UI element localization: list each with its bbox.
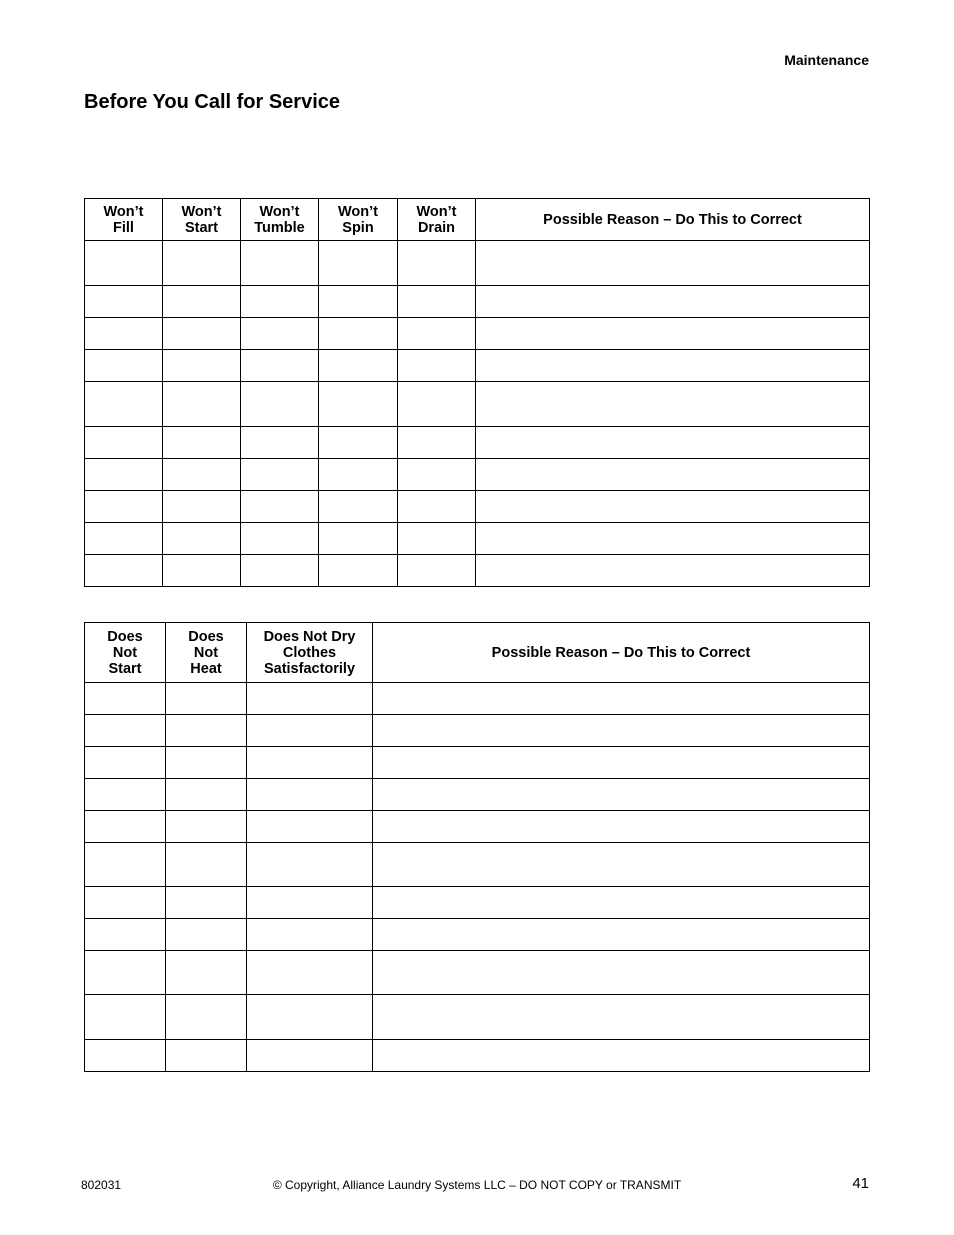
table-cell: [166, 811, 247, 843]
header-line: Drain: [417, 219, 456, 236]
table-cell: [398, 241, 476, 286]
table-cell: [476, 427, 870, 459]
table-cell: [166, 779, 247, 811]
table-cell: [319, 241, 398, 286]
table-cell: [166, 715, 247, 747]
header-line: Spin: [342, 219, 374, 236]
table-row: [85, 350, 870, 382]
table-cell: [166, 843, 247, 887]
table-cell: [373, 951, 870, 995]
header-line: Won’t: [416, 203, 457, 220]
table-cell: [247, 995, 373, 1040]
col-header-wont-fill: [85, 199, 163, 241]
table-cell: [373, 1040, 870, 1072]
table-row: [85, 491, 870, 523]
table-cell: [85, 241, 163, 286]
table-cell: [476, 318, 870, 350]
table-cell: [398, 459, 476, 491]
doc-number: 802031: [81, 1178, 122, 1192]
table-cell: [247, 951, 373, 995]
table-cell: [241, 427, 319, 459]
table-cell: [398, 286, 476, 318]
table-cell: [373, 919, 870, 951]
table-cell: [85, 995, 166, 1040]
table-cell: [319, 350, 398, 382]
table-cell: [163, 523, 241, 555]
table-cell: [85, 747, 166, 779]
header-line: Heat: [190, 660, 222, 677]
table-cell: [166, 919, 247, 951]
table-row: [85, 747, 870, 779]
header-line: Does Not Dry: [263, 628, 356, 645]
table-cell: [166, 1040, 247, 1072]
table-cell: [85, 350, 163, 382]
table-cell: [163, 491, 241, 523]
table-row: [85, 555, 870, 587]
table-row: [85, 427, 870, 459]
table-row: [85, 459, 870, 491]
header-line: Start: [108, 660, 142, 677]
table-cell: [163, 350, 241, 382]
header-line: Does: [107, 628, 143, 645]
table-cell: [163, 427, 241, 459]
table-cell: [85, 555, 163, 587]
table-cell: [85, 523, 163, 555]
col-header-wont-spin: [319, 199, 398, 241]
table-cell: [85, 779, 166, 811]
table-cell: [163, 286, 241, 318]
table-row: [85, 995, 870, 1040]
table-row: [85, 779, 870, 811]
table-cell: [163, 459, 241, 491]
table-cell: [373, 887, 870, 919]
header-line: Won’t: [103, 203, 144, 220]
table-row: [85, 523, 870, 555]
table-cell: [85, 1040, 166, 1072]
header-line: Possible Reason – Do This to Correct: [543, 211, 802, 228]
table-cell: [247, 887, 373, 919]
table-cell: [247, 919, 373, 951]
table-cell: [163, 382, 241, 427]
table-cell: [241, 382, 319, 427]
table-cell: [319, 459, 398, 491]
table-cell: [476, 491, 870, 523]
table-cell: [85, 715, 166, 747]
table-row: [85, 318, 870, 350]
table-cell: [241, 555, 319, 587]
table-cell: [476, 350, 870, 382]
table-cell: [166, 951, 247, 995]
table-cell: [166, 995, 247, 1040]
copyright-notice: © Copyright, Alliance Laundry Systems LLC – DO NOT COPY or TRANSMIT: [272, 1178, 682, 1192]
table-cell: [85, 887, 166, 919]
table-cell: [241, 491, 319, 523]
table-row: [85, 919, 870, 951]
table-cell: [398, 523, 476, 555]
table-cell: [85, 427, 163, 459]
table-cell: [85, 919, 166, 951]
page-number: 41: [852, 1175, 869, 1192]
header-line: Start: [184, 219, 219, 236]
table-cell: [373, 715, 870, 747]
table-cell: [247, 1040, 373, 1072]
washer-troubleshooting-table: [84, 198, 870, 587]
table-cell: [476, 523, 870, 555]
table-cell: [373, 779, 870, 811]
table-row: [85, 715, 870, 747]
table-cell: [247, 683, 373, 715]
table-cell: [247, 715, 373, 747]
table-cell: [241, 459, 319, 491]
dryer-troubleshooting-table: [84, 622, 870, 1072]
table-cell: [166, 887, 247, 919]
table-cell: [163, 555, 241, 587]
header-line: Does: [188, 628, 224, 645]
table-cell: [476, 555, 870, 587]
table-cell: [85, 683, 166, 715]
table-cell: [319, 382, 398, 427]
col-header-possible-reason: [476, 199, 870, 241]
table-cell: [319, 427, 398, 459]
header-line: Tumble: [254, 219, 305, 236]
col-header-does-not-dry: [247, 623, 373, 683]
table-cell: [373, 843, 870, 887]
table-row: [85, 811, 870, 843]
header-line: Won’t: [338, 203, 378, 220]
table-cell: [163, 318, 241, 350]
table-cell: [85, 318, 163, 350]
table-cell: [373, 995, 870, 1040]
table-cell: [85, 459, 163, 491]
table-cell: [85, 843, 166, 887]
header-line: Not: [193, 644, 219, 661]
table-cell: [166, 683, 247, 715]
header-line: Not: [112, 644, 138, 661]
table-cell: [247, 811, 373, 843]
table-row: [85, 951, 870, 995]
table-row: [85, 382, 870, 427]
table-cell: [373, 683, 870, 715]
table-cell: [85, 951, 166, 995]
col-header-wont-tumble: [241, 199, 319, 241]
table-row: [85, 286, 870, 318]
table-cell: [398, 382, 476, 427]
table-cell: [398, 555, 476, 587]
table-cell: [398, 318, 476, 350]
table-row: [85, 843, 870, 887]
table-cell: [319, 523, 398, 555]
section-label: Maintenance: [784, 52, 869, 68]
table-cell: [241, 523, 319, 555]
header-line: Won’t: [259, 203, 300, 220]
table-cell: [319, 318, 398, 350]
table-cell: [476, 241, 870, 286]
table-cell: [247, 747, 373, 779]
table-cell: [85, 491, 163, 523]
table-cell: [319, 286, 398, 318]
col-header-does-not-start: [85, 623, 166, 683]
table-cell: [476, 382, 870, 427]
col-header-wont-start: [163, 199, 241, 241]
table-cell: [241, 318, 319, 350]
table-cell: [476, 459, 870, 491]
table-cell: [85, 382, 163, 427]
header-line: Satisfactorily: [263, 660, 356, 677]
col-header-wont-drain: [398, 199, 476, 241]
table-cell: [247, 779, 373, 811]
table-cell: [166, 747, 247, 779]
col-header-possible-reason: [373, 623, 870, 683]
table-cell: [163, 241, 241, 286]
table-cell: [398, 427, 476, 459]
table-row: [85, 683, 870, 715]
header-line: Fill: [113, 219, 134, 236]
header-line: Won’t: [181, 203, 222, 220]
table-cell: [85, 811, 166, 843]
table-cell: [373, 747, 870, 779]
table-cell: [476, 286, 870, 318]
col-header-does-not-heat: [166, 623, 247, 683]
table-cell: [241, 241, 319, 286]
table-row: [85, 241, 870, 286]
header-line: Possible Reason – Do This to Correct: [491, 644, 751, 661]
table-cell: [398, 491, 476, 523]
table-cell: [373, 811, 870, 843]
table-cell: [247, 843, 373, 887]
table-cell: [241, 286, 319, 318]
table-row: [85, 1040, 870, 1072]
table-row: [85, 887, 870, 919]
table-cell: [398, 350, 476, 382]
table-cell: [85, 286, 163, 318]
table-cell: [319, 555, 398, 587]
table-cell: [241, 350, 319, 382]
page-title: Before You Call for Service: [84, 91, 341, 113]
table-cell: [319, 491, 398, 523]
header-line: Clothes: [282, 644, 337, 661]
